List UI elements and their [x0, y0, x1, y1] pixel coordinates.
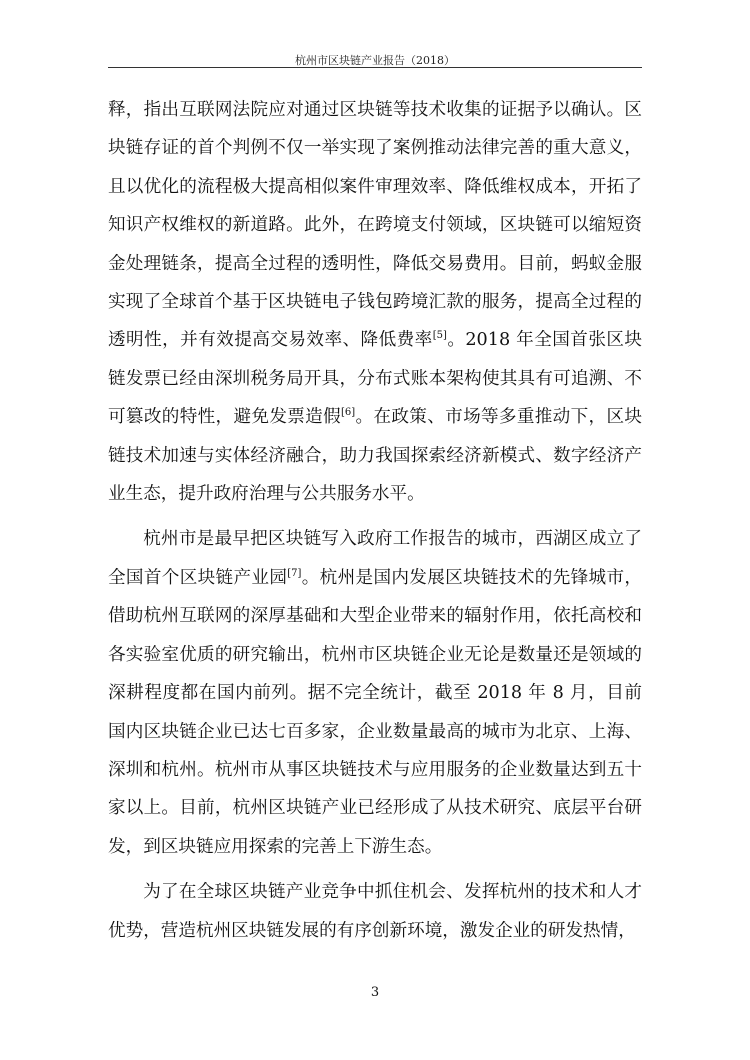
text-segment: 。杭州是国内发展区块链技术的先锋城市，借助杭州互联网的深厚基础和大型企业带来的辐射作用，依托高校和各实验室优质的研究输出，杭州市区块链企业无论是数量还是领域的深耕程度都在国内前列。据不完全统计，截至 2018 年 8 月，目前国内区块链企业已达七百多家，企业数量最高的城市为北京、上海、深圳和杭州。杭州市从事区块链技术与应用服务的企业数量达到五十家以上。目前，杭州区块链产业已经形成了从技术研究、底层平台研发，到区块链应用探索的完善上下游生态。	[108, 567, 642, 857]
text-segment: 释，指出互联网法院应对通过区块链等技术收集的证据予以确认。区块链存证的首个判例不仅一举实现了案例推动法律完善的重大意义，且以优化的流程极大提高相似案件审理效率、降低维权成本，开拓了知识产权维权的新道路。此外，在跨境支付领域，区块链可以缩短资金处理链条，提高全过程的透明性，降低交易费用。目前，蚂蚁金服实现了全球首个基于区块链电子钱包跨境汇款的服务，提高全过程的透明性，并有效提高交易效率、降低费率	[108, 100, 642, 351]
document-body	[108, 91, 642, 957]
text-segment: 。在政策、市场等多重推动下，区块链技术加速与实体经济融合，助力我国探索经济新模式、数字经济产业生态，提升政府治理与公共服务水平。	[108, 407, 642, 505]
text-segment: 为了在全球区块链产业竞争中抓住机会、发挥杭州的技术和人才优势，营造杭州区块链发展的有序创新环境，激发企业的研发热情，	[108, 882, 642, 941]
running-header: 杭州市区块链产业报告（2018）	[295, 54, 455, 67]
paragraph-2	[108, 520, 642, 866]
citation-ref: [6]	[341, 407, 356, 419]
header-rule	[108, 67, 642, 68]
paragraph-1	[108, 91, 642, 513]
text-segment: 杭州市是最早把区块链写入政府工作报告的城市，西湖区成立了全国首个区块链产业园	[108, 529, 642, 588]
citation-ref: [5]	[432, 330, 447, 342]
text-segment: 。2018 年全国首张区块链发票已经由深圳税务局开具，分布式账本架构使其具有可追溯、不可篡改的特性，避免发票造假	[108, 330, 642, 428]
page-number: 3	[370, 985, 380, 1000]
citation-ref: [7]	[287, 568, 302, 580]
paragraph-3	[108, 873, 642, 950]
